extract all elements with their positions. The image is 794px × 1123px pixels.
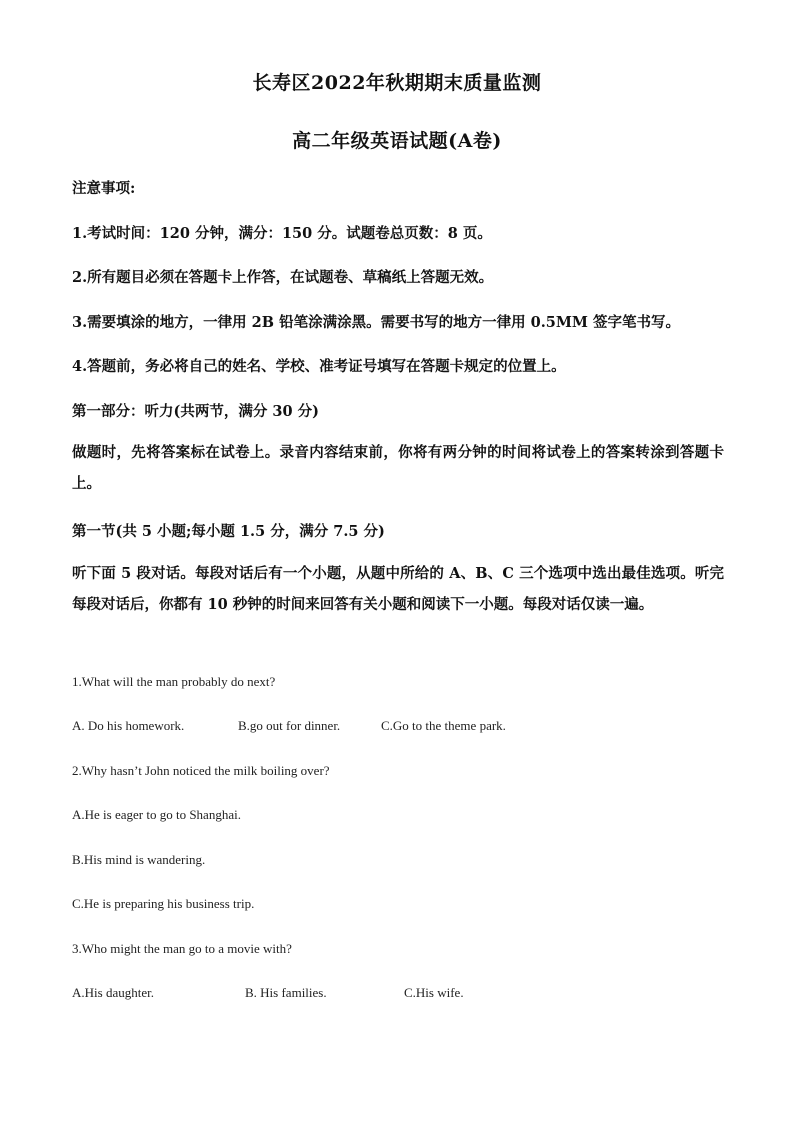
section1-instruction: 听下面 5 段对话。每段对话后有一个小题，从题中所给的 A、B、C 三个选项中选出最佳选项。听完每段对话后，你都有 10 秒钟的时间来回答有关小题和阅读下一小题。每段对话仅读一遍。	[72, 565, 724, 613]
section1-heading: 第一节(共 5 小题;每小题 1.5 分，满分 7.5 分)	[72, 523, 385, 540]
question-1-option-a: A. Do his homework.	[72, 718, 185, 733]
question-3-option-c: C.His wife.	[404, 985, 464, 1000]
notice-item-2: 2.所有题目必须在答题卡上作答，在试题卷、草稿纸上答题无效。	[72, 269, 494, 286]
question-2-option-c: C.He is preparing his business trip.	[72, 896, 255, 911]
question-3-option-b: B. His families.	[245, 985, 327, 1000]
question-2-option-b: B.His mind is wandering.	[72, 852, 206, 867]
notice-item-3: 3.需要填涂的地方，一律用 2B 铅笔涂满涂黑。需要书写的地方一律用 0.5MM 签字笔书写。	[72, 314, 680, 331]
notice-item-1: 1.考试时间：120 分钟，满分：150 分。试题卷总页数：8 页。	[72, 225, 492, 242]
question-1-option-c: C.Go to the theme park.	[381, 718, 506, 733]
question-2: 2.Why hasn’t John noticed the milk boiling over?	[72, 763, 330, 778]
notice-heading: 注意事项:	[72, 180, 136, 197]
question-1: 1.What will the man probably do next?	[72, 674, 276, 689]
question-2-option-a: A.He is eager to go to Shanghai.	[72, 807, 241, 822]
page-title: 长寿区2022年秋期期末质量监测	[252, 72, 542, 94]
question-3-option-a: A.His daughter.	[72, 985, 154, 1000]
question-3: 3.Who might the man go to a movie with?	[72, 941, 292, 956]
notice-item-4: 4.答题前，务必将自己的姓名、学校、准考证号填写在答题卡规定的位置上。	[72, 358, 566, 375]
part1-instruction: 做题时，先将答案标在试卷上。录音内容结束前，你将有两分钟的时间将试卷上的答案转涂到答题卡上。	[72, 444, 724, 492]
question-1-option-b: B.go out for dinner.	[238, 718, 341, 733]
part1-heading: 第一部分：听力(共两节，满分 30 分)	[72, 403, 319, 420]
page-subtitle: 高二年级英语试题(A卷)	[292, 130, 502, 152]
